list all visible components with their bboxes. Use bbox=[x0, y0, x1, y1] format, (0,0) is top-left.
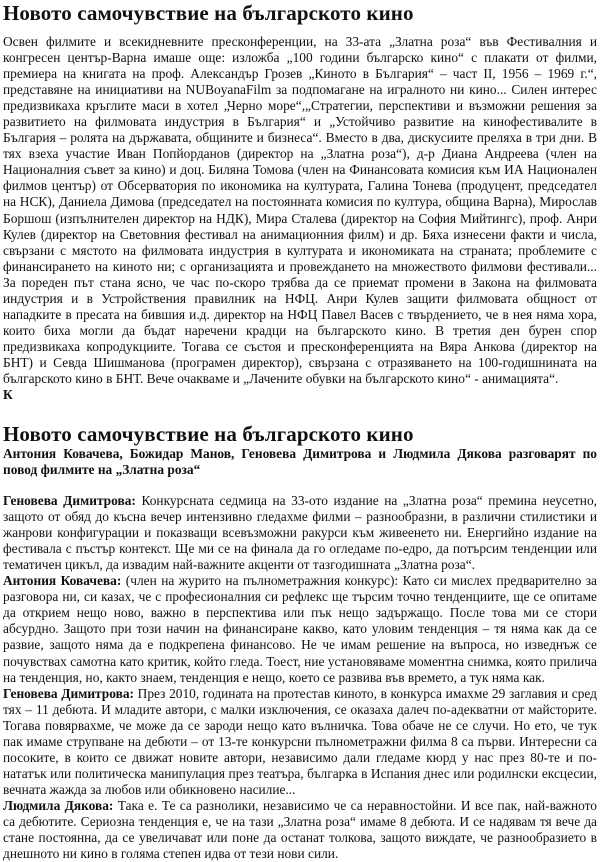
article-2 bbox=[3, 421, 597, 862]
dialogue-entry bbox=[3, 798, 597, 862]
speaker-name: Геновева Димитрова: bbox=[3, 685, 134, 701]
speaker-name: Людмила Дякова: bbox=[3, 797, 114, 813]
dialogue-entry bbox=[3, 686, 597, 798]
speaker-text: Така е. Те са разнолики, независимо че са неравностойни. И все пак, най-важното са дебютите. Сериозна тенденция е, че на тази „Златна роза“ имаме 8 дебюта. И се надявам тя вече да стане постоянна, да се увеличават или поне да останат толкова, защото виждате, че разнообразието в днешното ни кино в голяма степен идва от тези нови сили. bbox=[3, 797, 597, 862]
article-1-body: Освен филмите и всекидневните пресконференции, на 33-ата „Златна роза“ във Фестивалния и конгресен център-Варна имаше още: изложба „100 години българско кино“ с плакати от филми, премиера на книгата на проф. Александър Грозев „Киното в България“ – част II, 1956 – 1969 г.“, представяне на инициативи на NUBoyanaFilm за подпомагане на игралното ни кино... Силен интерес предизвикаха кръглите маси в хотел „Черно море“,„Стратегии, перспективи и възможни решения за развитието на филмовата индустрия в България“ и „Устойчиво развитие на кинофестивалите в България – ролята на държавата, общините и бизнеса“. Вместо в два, дискусиите преляха в три дни. В тях взеха участие Иван Попйорданов (директор на „Златна роза“), д-р Диана Андреева (член на Националния съвет за кино) и доц. Биляна Томова (член на Финансовата комисия към ИА Национален филмов център) от Обсерватория по икономика на културата, Галина Тонева (продуцент, председател на НСК), Даниела Димова (председател на постоянната комисия по култура, община Варна), Мирослав Боршош (изпълнителен директор на НДК), Мира Сталева (директор на София Мийтингс), проф. Анри Кулев (директор на Световния фестивал на анимационния филм) и др. Бяха изнесени факти и числа, свързани с мястото на филмовата индустрия в културата и икономиката на страната; проблемите с финансирането на киното ни; с организацията и провеждането на множеството филмови фестивали... За пореден път стана ясно, че час по-скоро трябва да се приемат промени в Закона на филмовата индустрия и в Устройствения правилник на НФЦ. Анри Кулев защити филмовата общност от нападките в пресата на бившия и.д. директор на НФЦ Павел Васев с твърдението, че в нея няма хора, които биха могли да бъдат наречени крадци на българското кино. В третия ден бурен спор предизвикаха копродукциите. Тогава се състоя и пресконференцията на Вяра Анкова (директор на БНТ) и Севда Шишманова (програмен директор), свързана с отразяването на 100-годишнината на българското кино в БНТ. Вече очакваме и „Лачените обувки на българското кино“ - анимацията“. bbox=[3, 34, 597, 386]
interview-dialogue bbox=[3, 493, 597, 862]
speaker-name: Геновева Димитрова: bbox=[3, 493, 136, 509]
article-1-title: Новото самочувствие на българското кино bbox=[3, 1, 414, 25]
speaker-text: През 2010, годината на протестав киното, в конкурса имахме 29 заглавия и сред тях – 11 дебюта. И младите автори, с малки изключения, се оказаха далеч по-адекватни от майсторите. Тогава повярвахме, че може да се зароди нещо като вълничка. Това обаче не се случи. Но ето, че тук пак имаме струпване на дебюти – от 13-те конкурсни пълнометражни филма 8 са първи. Интересни са посоките, в които се движат новите автори, независимо дали гледаме кюрд у нас през 80-те и по-нататък или политическа манипулация през театъра, българка в Испания днес или родилнски ексцесии, вечната жажда за любов или обикновено насилие... bbox=[3, 685, 597, 797]
article-1-end-marker: К bbox=[3, 387, 13, 403]
speaker-name: Антония Ковачева: bbox=[3, 573, 122, 589]
dialogue-entry bbox=[3, 493, 597, 573]
article-2-subtitle: Антония Ковачева, Божидар Манов, Геновева Димитрова и Людмила Дякова разговарят по повод филмите на „Златна роза“ bbox=[3, 446, 597, 478]
article-2-title: Новото самочувствие на българското кино bbox=[3, 422, 414, 447]
speaker-text: (член на журито на пълнометражния конкурс): Като си мислех предварително за разговора ни, си казах, че с професионалния си рефлекс ще търсим точно тенденциите, ще се опитаме да открием нещо ново, важно в перспектива или пък нещо задържащо. После това ми се стори абсурдно. Защото при този начин на финансиране какво, като уловим тенденция – тя няма как да се развие, защото няма да е подкрепена финансово. Не че имам решение на въпроса, но изведнъж се почувствах самотна като критик, който гледа. Тоест, ние установяваме моментна снимка, която прилича на тенденция, но, както знаем, тенденция е нещо, което се развива във времето, а тук няма как. bbox=[3, 573, 597, 685]
dialogue-entry bbox=[3, 573, 597, 685]
article-1 bbox=[3, 0, 597, 403]
speaker-text: Конкурсната седмица на 33-ото издание на „Златна роза“ премина неусетно, защото от обяд до късна вечер интензивно гледахме филми – разнообразни, в различни стилистики и жанрови конфигурации и показващи всевъзможни ракурси към живеенето ни. Енергийно издание на фестивала с пъстър контекст. Ще ми се на финала да го огледаме по-едро, да потърсим тенденции или тематичен цикъл, да извадим най-важните акценти от тазгодишната „Златна роза“. bbox=[3, 493, 597, 573]
